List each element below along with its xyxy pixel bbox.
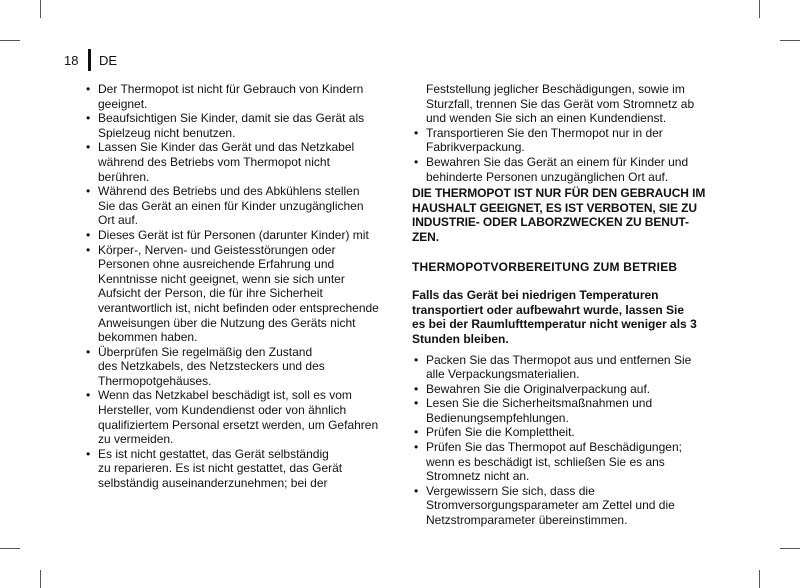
right-list-2-line: Stromnetz nicht an. (426, 469, 530, 484)
left-list-item (84, 184, 390, 228)
language-code: DE (99, 52, 118, 68)
left-list-line: zu reparieren. Es ist nicht gestattet, das Gerät (98, 461, 343, 476)
left-column (84, 82, 390, 491)
right-bullet-list-1 (412, 126, 718, 184)
crop-mark-bottom-left-h (0, 548, 20, 549)
bullet-icon: • (414, 396, 419, 411)
notice-line: ZEN. (412, 229, 439, 244)
left-list-line: Thermopotgehäuses. (98, 373, 212, 388)
note-line: es bei der Raumlufttemperatur nicht weniger als 3 (412, 317, 697, 332)
bullet-icon: • (414, 154, 419, 169)
right-list-2-item (412, 440, 718, 484)
left-list-line: Sie das Gerät an einen für Kinder unzugänglichen (98, 198, 364, 213)
left-list-line: Ort auf. (98, 213, 139, 228)
note-line: Falls das Gerät bei niedrigen Temperaturen (412, 288, 659, 303)
left-list-item (84, 388, 390, 446)
left-list-item (84, 82, 390, 111)
right-list-1-item (412, 155, 718, 184)
left-list-line: während des Betriebs vom Thermopot nicht (98, 154, 330, 169)
left-list-line: Hersteller, vom Kundendienst oder von ähnlich (98, 403, 347, 418)
left-list-line: geeignet. (98, 96, 148, 111)
bullet-icon: • (86, 184, 91, 199)
left-list-line: Personen ohne ausreichende Erfahrung und (98, 257, 335, 272)
bullet-icon: • (86, 446, 91, 461)
crop-mark-top-left-h (0, 40, 20, 41)
left-list-line: Wenn das Netzkabel beschädigt ist, soll es vom (98, 388, 352, 403)
right-list-2-line: Vergewissern Sie sich, dass die (426, 483, 595, 498)
left-list-line: qualifiziertem Personal ersetzt werden, um Gefahren (98, 417, 379, 432)
right-list-2-line: Bewahren Sie die Originalverpackung auf. (426, 381, 651, 396)
notice-line: INDUSTRIE- ODER LABORZWECKEN ZU BENUT- (412, 215, 689, 230)
right-list-2-line: Netzstromparameter übereinstimmen. (426, 513, 628, 528)
right-list-1-line: Bewahren Sie das Gerät an einem für Kinder und (426, 154, 689, 169)
right-list-2-item (412, 382, 718, 397)
left-list-line: selbständig auseinanderzunehmen; bei der (98, 476, 328, 491)
right-list-2-item (412, 425, 718, 440)
storage-note (412, 288, 718, 346)
right-list-1-line: Transportieren Sie den Thermopot nur in der (426, 125, 663, 140)
page-header (64, 50, 117, 70)
left-list-line: Überprüfen Sie regelmäßig den Zustand (98, 344, 313, 359)
left-list-line: Anweisungen über die Nutzung des Geräts nicht (98, 315, 356, 330)
left-list-line: des Netzkabels, des Netzsteckers und des (98, 359, 325, 374)
note-line: transportiert oder aufbewahrt wurde, lassen Sie (412, 302, 685, 317)
left-list-line: Während des Betriebs und des Abkühlens stellen (98, 184, 360, 199)
left-list-line: Körper-, Nerven- und Geistesstörungen oder (98, 242, 336, 257)
bullet-icon: • (86, 140, 91, 155)
notice-line: HAUSHALT GEEIGNET, ES IST VERBOTEN, SIE ZU (412, 200, 697, 215)
right-bullet-list-2 (412, 353, 718, 528)
header-divider (88, 49, 91, 71)
right-list-2-line: Lesen Sie die Sicherheitsmaßnahmen und (426, 396, 653, 411)
right-list-2-line: Packen Sie das Thermopot aus und entfernen Sie (426, 352, 692, 367)
left-list-item (84, 140, 390, 184)
page-number: 18 (64, 52, 79, 68)
bullet-icon: • (414, 440, 419, 455)
left-list-item (84, 447, 390, 491)
right-list-2-line: Bedienungsempfehlungen. (426, 410, 569, 425)
crop-mark-top-right (759, 0, 760, 18)
crop-mark-bottom-right (759, 570, 760, 588)
notice-line: DIE THERMOPOT IST NUR FÜR DEN GEBRAUCH IM (412, 186, 706, 201)
left-list-line: Kenntnisse nicht geeignet, wenn sie sich unter (98, 271, 345, 286)
bullet-icon: • (86, 227, 91, 242)
left-bullet-list (84, 82, 390, 491)
left-list-line: berühren. (98, 169, 150, 184)
bullet-icon: • (86, 82, 91, 96)
right-list-2-item (412, 484, 718, 528)
right-list-2-line: alle Verpackungsmaterialien. (426, 367, 580, 382)
right-list-2-item (412, 396, 718, 425)
left-list-item (84, 243, 390, 345)
left-list-line: zu vermeiden. (98, 432, 174, 447)
left-list-item (84, 228, 390, 243)
crop-mark-top-right-h (780, 40, 800, 41)
left-list-line: Aufsicht der Person, die für ihre Sicherheit (98, 286, 323, 301)
crop-mark-bottom-right-h (780, 548, 800, 549)
left-list-line: verantwortlich ist, nicht befinden oder entsprechende (98, 300, 379, 315)
bullet-icon: • (86, 388, 91, 403)
bullet-icon: • (414, 352, 419, 367)
left-list-item (84, 111, 390, 140)
usage-notice (412, 186, 718, 244)
right-list-2-line: Stromversorgungsparameter am Zettel und die (426, 498, 675, 513)
crop-mark-top-left (40, 0, 41, 18)
bullet-icon: • (414, 125, 419, 140)
left-list-item (84, 345, 390, 389)
left-list-line: Es ist nicht gestattet, das Gerät selbständig (98, 446, 329, 461)
bullet-icon: • (414, 425, 419, 440)
left-list-line: Spielzeug nicht benutzen. (98, 125, 236, 140)
continued-paragraph (412, 82, 718, 126)
continued-line: Sturzfall, trennen Sie das Gerät vom Stromnetz ab (426, 96, 695, 111)
note-line: Stunden bleiben. (412, 331, 509, 346)
continued-line: Feststellung jeglicher Beschädigungen, sowie im (426, 82, 685, 96)
right-list-2-line: Prüfen Sie die Komplettheit. (426, 425, 575, 440)
right-list-1-line: behinderte Personen unzugänglichen Ort auf. (426, 169, 669, 184)
left-list-line: Beaufsichtigen Sie Kinder, damit sie das Gerät als (98, 111, 365, 126)
continued-line: und wenden Sie sich an einen Kundendienst. (426, 111, 667, 126)
left-list-line: bekommen haben. (98, 330, 198, 345)
left-list-line: Der Thermopot ist nicht für Gebrauch von Kindern (98, 82, 364, 96)
left-list-line: Dieses Gerät ist für Personen (darunter Kinder) mit (98, 227, 369, 242)
bullet-icon: • (414, 483, 419, 498)
bullet-icon: • (86, 242, 91, 257)
section-heading: THERMOPOTVORBEREITUNG ZUM BETRIEB (412, 259, 678, 274)
right-list-2-item (412, 353, 718, 382)
right-column (412, 82, 718, 528)
crop-mark-bottom-left (40, 570, 41, 588)
right-list-2-line: Prüfen Sie das Thermopot auf Beschädigungen; (426, 440, 682, 455)
bullet-icon: • (86, 111, 91, 126)
left-list-line: Lassen Sie Kinder das Gerät und das Netzkabel (98, 140, 355, 155)
right-list-2-line: wenn es beschädigt ist, schließen Sie es ans (426, 454, 665, 469)
right-list-1-line: Fabrikverpackung. (426, 140, 525, 155)
bullet-icon: • (86, 344, 91, 359)
bullet-icon: • (414, 381, 419, 396)
right-list-1-item (412, 126, 718, 155)
